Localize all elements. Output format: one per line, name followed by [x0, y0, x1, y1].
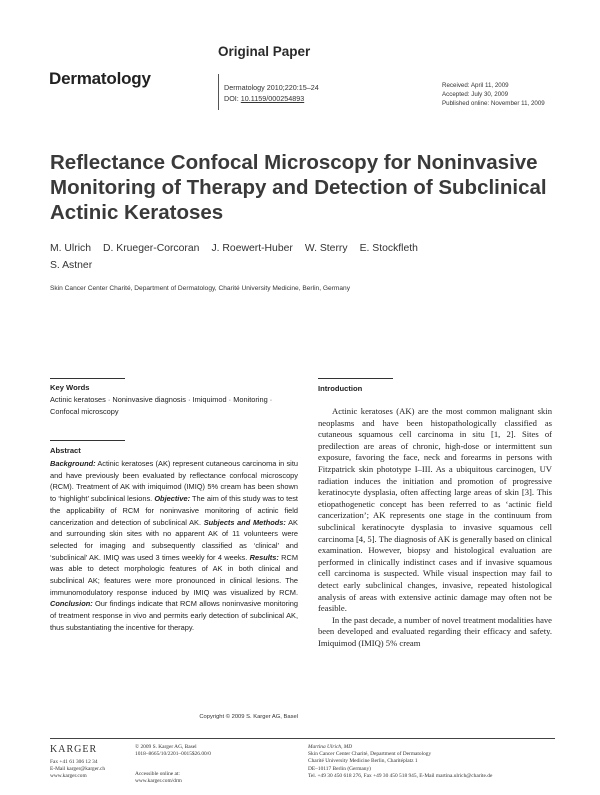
abstract-background-label: Background: [50, 459, 96, 468]
citation-volume: Dermatology 2010;220:15–24 [224, 83, 319, 92]
copyright-line: Copyright © 2009 S. Karger AG, Basel [199, 714, 298, 720]
author-list [50, 240, 570, 274]
introduction-paragraph: In the past decade, a number of novel treatment modalities have been developed and evaluated regarding their efficacy and safety. Imiquimod (IMIQ) 5% cream [318, 614, 552, 648]
introduction-heading: Introduction [318, 384, 363, 393]
correspondence-contact[interactable]: Tel. +49 30 450 618 276, Fax +49 30 450 518 945, E-Mail martina.ulrich@charite.de [308, 772, 493, 779]
author: M. Ulrich [50, 243, 91, 254]
abstract-background: Actinic keratoses (AK) represent cutaneous carcinoma in situ and have previously been evaluated by reflectance confocal microscopy (RCM). Treatment of AK with imiquimod (IMIQ) 5% cream has been shown to ‘highlight’ subclinical lesions. [50, 459, 298, 504]
abstract-conclusion: Our findings indicate that RCM allows noninvasive monitoring of treatment response in vivo and permits early detection of subclinical AK, thus substantiating the incentive for therapy. [50, 599, 298, 632]
author: D. Krueger-Corcoran [102, 243, 200, 254]
article-dates [442, 82, 545, 108]
correspondence-line: DE–10117 Berlin (Germany) [308, 765, 371, 772]
affiliation: Skin Cancer Center Charité, Department of Dermatology, Charité University Medicine, Berlin, Germany [50, 285, 351, 292]
received-date: Received: April 11, 2009 [442, 82, 509, 89]
publisher-contact [50, 759, 105, 781]
correspondence-line: Charité University Medicine Berlin, Charitéplatz 1 [308, 758, 418, 765]
online-url[interactable]: www.karger.com/drm [135, 778, 182, 785]
header-divider [218, 74, 219, 110]
publisher-web[interactable]: www.karger.com [50, 773, 87, 780]
correspondence-block [308, 744, 558, 780]
footer-rule [50, 738, 555, 739]
keywords-heading: Key Words [50, 383, 90, 392]
doi-line [224, 93, 319, 104]
author: E. Stockfleth [359, 243, 418, 254]
doi-label: DOI: [224, 94, 241, 103]
abstract-conclusion-label: Conclusion: [50, 599, 93, 609]
author: S. Astner [50, 260, 93, 271]
online-label: Accessible online at: [135, 771, 180, 777]
publisher-rights [135, 744, 211, 758]
author: W. Sterry [304, 243, 348, 254]
abstract-text [50, 458, 298, 634]
issn-line: 1018–8665/10/2201–0015$26.00/0 [135, 751, 211, 758]
keywords-rule [50, 378, 125, 379]
correspondence-name: Martina Ulrich, MD [308, 744, 353, 750]
correspondence-line: Skin Cancer Center Charité, Department of Dermatology [308, 751, 432, 758]
citation-block [224, 82, 319, 104]
introduction-rule [318, 378, 393, 379]
abstract-results: RCM was able to detect morphologic features of AK in both clinical and subclinical AK; features were more pronounced in clinical lesions. The immunomodulatory response induced by IMIQ was visualized by RCM. [50, 552, 298, 597]
abstract-objective: The aim of this study was to test the applicability of RCM for noninvasive monitoring of actinic field cancerization and detection of subclinical AK. [50, 494, 298, 527]
rights-line: © 2009 S. Karger AG, Basel [135, 744, 197, 750]
keywords-text: Actinic keratoses · Noninvasive diagnosis · Imiquimod · Monitoring · Confocal microscopy [50, 395, 273, 416]
publisher-email[interactable]: E-Mail karger@karger.ch [50, 766, 106, 773]
online-access [135, 771, 182, 785]
abstract-methods-label: Subjects and Methods: [203, 517, 286, 527]
publisher-logo: KARGER [50, 744, 98, 755]
abstract-heading: Abstract [50, 446, 81, 455]
doi-link[interactable]: 10.1159/000254893 [240, 94, 305, 103]
accepted-date: Accepted: July 30, 2009 [442, 90, 509, 98]
abstract-rule [50, 440, 125, 441]
introduction-paragraph: Actinic keratoses (AK) are the most common malignant skin neoplasms and have been histopathologically classified as cutaneous squamous cell carcinoma in situ [1, 2]. Sites of predilection are areas of chronic, high-dose or intermittent sun exposure, favoring the face, neck and forearms in persons with Fitzpatrick skin phototype I–III. As a ubiquitous carcinogen, UV radiation induces the initiation and promotion of progressive keratinocyte dysplasia, often affecting large areas of skin [3]. This etiopathogenetic concept has been referred to as ‘actinic field cancerization’; AK represents one stage in the continuum from subclinical keratinocyte dysplasia to invasive squamous cell carcinoma [4, 5]. The diagnosis of AK is generally based on clinical examination. However, biopsy and histological evaluation are performed in clinically indistinct cases and if invasive squamous cell carcinoma is suspected. While visual inspection may fail to detect early subclinical changes, invasive, repeated histological analysis of areas with extensive actinic damage may often not be feasible. [318, 406, 552, 614]
published-date: Published online: November 11, 2009 [442, 99, 545, 107]
article-title: Reflectance Confocal Microscopy for Noninvasive Monitoring of Therapy and Detection of Subclinical Actinic Keratoses [50, 151, 547, 224]
publisher-fax: Fax +41 61 306 12 34 [50, 759, 98, 765]
paper-type-label: Original Paper [218, 44, 311, 59]
abstract-methods: AK and surrounding skin sites with no apparent AK of 11 volunteers were selected for imaging and subsequently classified as ‘clinical’ and ‘subclinical’ AK. IMIQ was used 3 times weekly for 4 weeks. [50, 517, 298, 562]
introduction-text [318, 406, 552, 649]
abstract-results-label: Results: [249, 552, 279, 562]
journal-logo: Dermatology [49, 69, 151, 88]
abstract-objective-label: Objective: [154, 494, 191, 504]
author: J. Roewert-Huber [211, 243, 293, 254]
